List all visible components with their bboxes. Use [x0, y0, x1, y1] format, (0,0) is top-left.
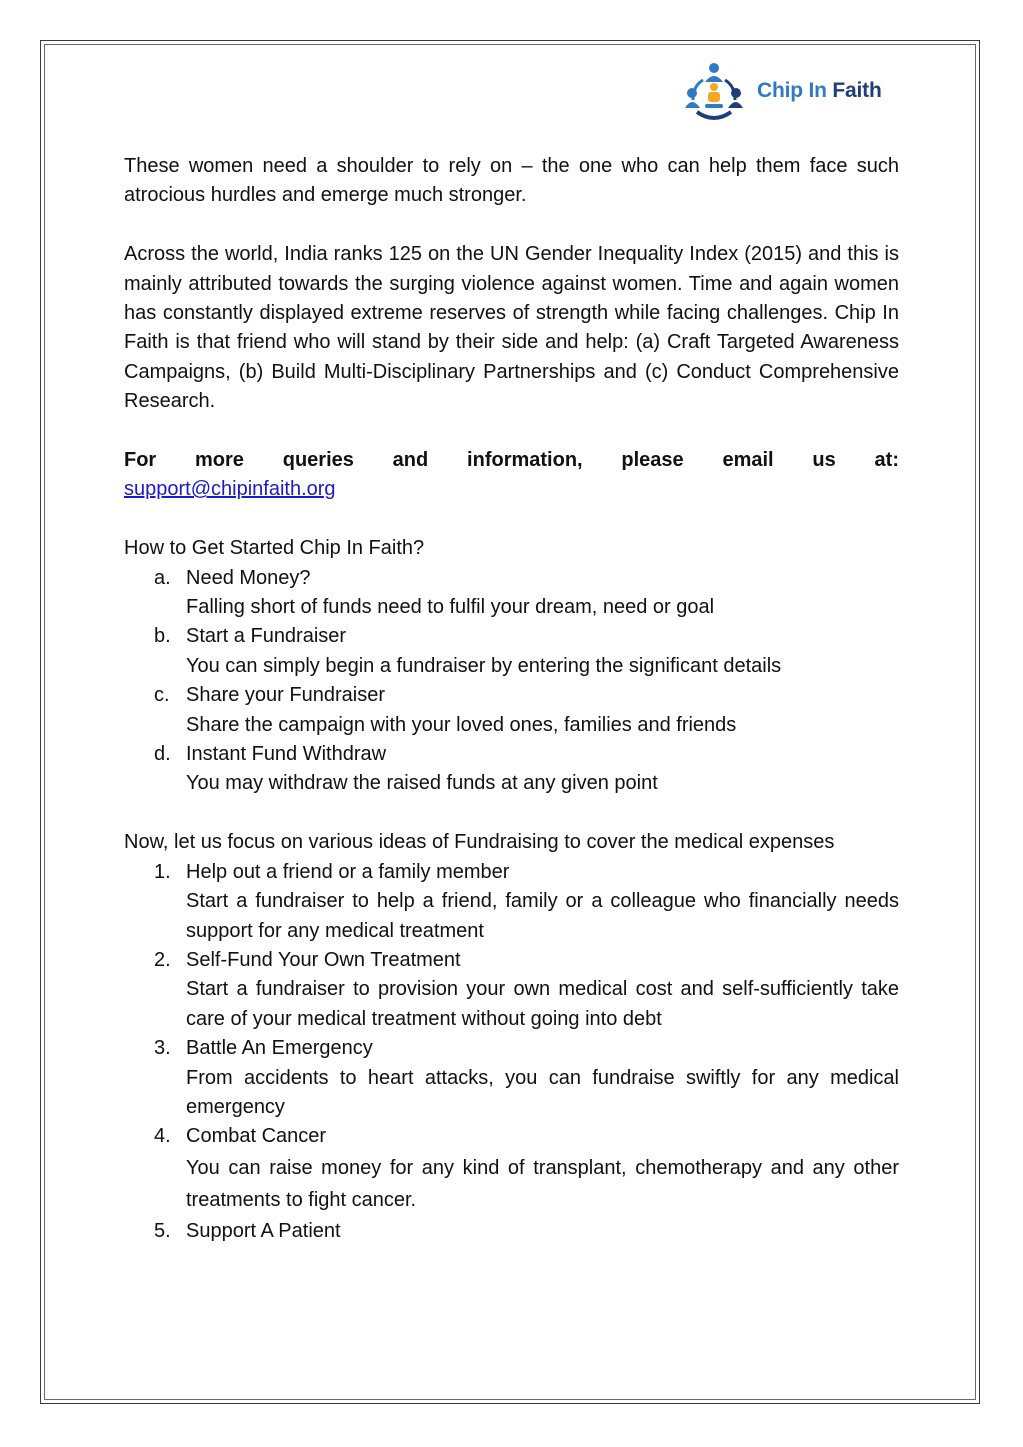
contact-text: For more queries and information, please email us at:: [124, 449, 899, 472]
list-item: [124, 622, 899, 681]
support-email-link[interactable]: support@chipinfaith.org: [124, 478, 336, 501]
list-marker: b.: [154, 625, 171, 648]
logo-word-chip-in: Chip In: [757, 79, 827, 102]
list-item: [124, 946, 899, 1034]
list-marker: d.: [154, 743, 171, 766]
list-item: [124, 1034, 899, 1122]
ideas-list: [124, 858, 899, 1246]
list-item-title: Start a Fundraiser: [186, 625, 347, 648]
logo-word-faith: Faith: [832, 79, 882, 102]
list-marker: 2.: [154, 948, 171, 971]
getting-started-heading: How to Get Started Chip In Faith?: [124, 537, 425, 560]
paragraph-gender-index: Across the world, India ranks 125 on the UN Gender Inequality Index (2015) and this is mainly attributed towards the surging violence against women. Time and again women has constantly displayed extreme reserves of strength while facing challenges. Chip In Faith is that friend who will stand by their side and help: (a) Craft Targeted Awareness Campaigns, (b) Build Multi-Disciplinary Partnerships and (c) Conduct Comprehensive Research.: [124, 243, 899, 413]
list-marker: 5.: [154, 1219, 171, 1242]
list-item-desc: From accidents to heart attacks, you can fundraise swiftly for any medical emergency: [186, 1066, 899, 1118]
getting-started-list: [124, 564, 899, 799]
list-item-desc: Share the campaign with your loved ones, families and friends: [186, 713, 737, 736]
list-item-desc: You may withdraw the raised funds at any given point: [186, 772, 658, 795]
document-body: [124, 152, 899, 1276]
list-item-desc: Start a fundraiser to provision your own medical cost and self-sufficiently take care of your medical treatment without going into debt: [186, 978, 899, 1030]
list-item-title: Share your Fundraiser: [186, 684, 385, 707]
list-item-title: Support A Patient: [186, 1219, 341, 1242]
list-item-title: Need Money?: [186, 566, 311, 589]
list-marker: c.: [154, 684, 170, 707]
list-item-desc: Falling short of funds need to fulfil your dream, need or goal: [186, 596, 715, 619]
list-item-desc: Start a fundraiser to help a friend, family or a colleague who financially needs support for any medical treatment: [186, 890, 899, 942]
list-item: [124, 1217, 899, 1246]
list-item-title: Help out a friend or a family member: [186, 860, 510, 883]
list-item-title: Self-Fund Your Own Treatment: [186, 948, 461, 971]
chip-in-faith-logo: [683, 60, 903, 122]
list-item-desc: You can raise money for any kind of transplant, chemotherapy and any other treatments to fight cancer.: [186, 1156, 899, 1212]
paragraph-intro: These women need a shoulder to rely on – the one who can help them face such atrocious hurdles and emerge much stronger.: [124, 155, 899, 207]
list-marker: 3.: [154, 1037, 171, 1060]
list-item: [124, 858, 899, 946]
list-item-title: Instant Fund Withdraw: [186, 743, 387, 766]
list-marker: 4.: [154, 1125, 171, 1148]
contact-block: [124, 446, 899, 505]
list-item: [124, 1122, 899, 1216]
list-item: [124, 681, 899, 740]
list-item: [124, 564, 899, 623]
list-item: [124, 740, 899, 799]
list-item-title: Combat Cancer: [186, 1125, 327, 1148]
list-item-desc: You can simply begin a fundraiser by entering the significant details: [186, 654, 782, 677]
list-item-title: Battle An Emergency: [186, 1037, 373, 1060]
people-circle-icon: [683, 60, 745, 122]
list-marker: 1.: [154, 860, 171, 883]
ideas-heading: Now, let us focus on various ideas of Fundraising to cover the medical expenses: [124, 831, 835, 854]
logo-wordmark: [757, 79, 882, 103]
list-marker: a.: [154, 566, 171, 589]
